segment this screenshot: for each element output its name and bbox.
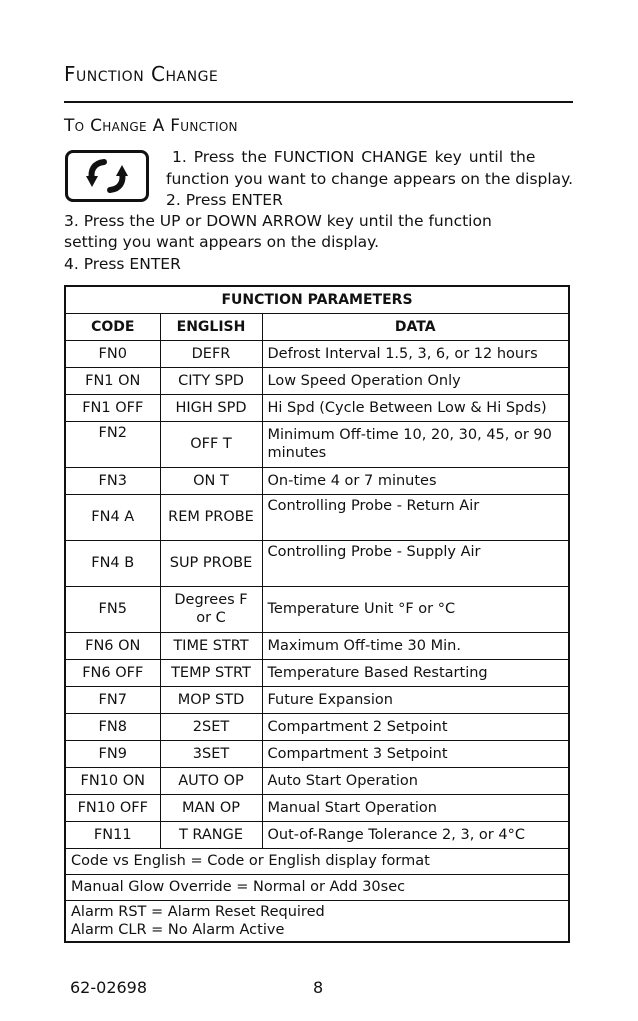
step-1-line-1: 1. Press the FUNCTION CHANGE key until the: [172, 148, 536, 166]
cell-code: FN2: [65, 421, 160, 467]
cell-data: Hi Spd (Cycle Between Low & Hi Spds): [262, 394, 569, 421]
footnote-alarm-rst: Alarm RST = Alarm Reset Required: [71, 903, 325, 920]
cell-code: FN6 ON: [65, 632, 160, 659]
table-row: [65, 340, 569, 367]
cell-data: Controlling Probe - Return Air: [262, 494, 569, 540]
table-row: [65, 794, 569, 821]
table-title: FUNCTION PARAMETERS: [65, 286, 569, 313]
cell-code: FN8: [65, 713, 160, 740]
cell-english: OFF T: [160, 421, 262, 467]
cell-data: Controlling Probe - Supply Air: [262, 540, 569, 586]
cell-data: Compartment 3 Setpoint: [262, 740, 569, 767]
cell-english: HIGH SPD: [160, 394, 262, 421]
cell-english: ON T: [160, 467, 262, 494]
function-parameters-table: [64, 285, 570, 943]
cell-data: Compartment 2 Setpoint: [262, 713, 569, 740]
cell-english: TEMP STRT: [160, 659, 262, 686]
table-row: [65, 767, 569, 794]
cell-data: Defrost Interval 1.5, 3, 6, or 12 hours: [262, 340, 569, 367]
cell-english: T RANGE: [160, 821, 262, 848]
page-number: 8: [313, 978, 324, 997]
cell-data: Out-of-Range Tolerance 2, 3, or 4°C: [262, 821, 569, 848]
cell-english: DEFR: [160, 340, 262, 367]
cell-english: TIME STRT: [160, 632, 262, 659]
footnote-code-vs-english: Code vs English = Code or English display format: [65, 848, 569, 874]
section-title: To Change A Function: [64, 116, 238, 136]
table-row: [65, 632, 569, 659]
header-code: CODE: [65, 313, 160, 340]
cell-code: FN0: [65, 340, 160, 367]
cell-code: FN11: [65, 821, 160, 848]
cell-data: On-time 4 or 7 minutes: [262, 467, 569, 494]
cell-english: REM PROBE: [160, 494, 262, 540]
cell-english: 2SET: [160, 713, 262, 740]
table-row: [65, 659, 569, 686]
function-change-arrows-icon: [84, 156, 130, 196]
table-row: [65, 686, 569, 713]
cell-english: MAN OP: [160, 794, 262, 821]
table-row: [65, 394, 569, 421]
cell-data: Maximum Off-time 30 Min.: [262, 632, 569, 659]
cell-code: FN9: [65, 740, 160, 767]
cell-english: Degrees F or C: [160, 586, 262, 632]
cell-code: FN3: [65, 467, 160, 494]
step-3-line-1: 3. Press the UP or DOWN ARROW key until the function: [64, 212, 492, 230]
step-3-line-2: setting you want appears on the display.: [64, 233, 380, 251]
footnote-alarm: [65, 900, 569, 942]
step-1-line-2: function you want to change appears on the display.: [166, 170, 574, 188]
cell-data: Manual Start Operation: [262, 794, 569, 821]
cell-code: FN4 B: [65, 540, 160, 586]
cell-code: FN10 OFF: [65, 794, 160, 821]
table-row: [65, 367, 569, 394]
table-row: [65, 586, 569, 632]
header-english: ENGLISH: [160, 313, 262, 340]
cell-english: CITY SPD: [160, 367, 262, 394]
table-row: [65, 713, 569, 740]
cell-data: Minimum Off-time 10, 20, 30, 45, or 90 minutes: [262, 421, 569, 467]
function-change-key: [65, 150, 149, 202]
header-data: DATA: [262, 313, 569, 340]
footnote-manual-glow: Manual Glow Override = Normal or Add 30sec: [65, 874, 569, 900]
table-row: [65, 494, 569, 540]
step-2: 2. Press ENTER: [166, 191, 283, 209]
cell-code: FN1 ON: [65, 367, 160, 394]
table-row: [65, 740, 569, 767]
table-row: [65, 821, 569, 848]
cell-data: Auto Start Operation: [262, 767, 569, 794]
cell-english: MOP STD: [160, 686, 262, 713]
footnote-alarm-clr: Alarm CLR = No Alarm Active: [71, 921, 285, 938]
table-row: [65, 421, 569, 467]
cell-data: Temperature Based Restarting: [262, 659, 569, 686]
cell-code: FN5: [65, 586, 160, 632]
cell-data: Future Expansion: [262, 686, 569, 713]
page-title: Function Change: [64, 62, 219, 86]
table-row: [65, 467, 569, 494]
document-number: 62-02698: [70, 978, 148, 997]
cell-data: Temperature Unit °F or °C: [262, 586, 569, 632]
cell-code: FN6 OFF: [65, 659, 160, 686]
cell-code: FN7: [65, 686, 160, 713]
cell-data: Low Speed Operation Only: [262, 367, 569, 394]
cell-english: 3SET: [160, 740, 262, 767]
cell-code: FN4 A: [65, 494, 160, 540]
cell-code: FN10 ON: [65, 767, 160, 794]
title-divider: [64, 101, 573, 103]
cell-code: FN1 OFF: [65, 394, 160, 421]
cell-english: AUTO OP: [160, 767, 262, 794]
cell-english: SUP PROBE: [160, 540, 262, 586]
table-row: [65, 540, 569, 586]
step-4: 4. Press ENTER: [64, 255, 181, 273]
